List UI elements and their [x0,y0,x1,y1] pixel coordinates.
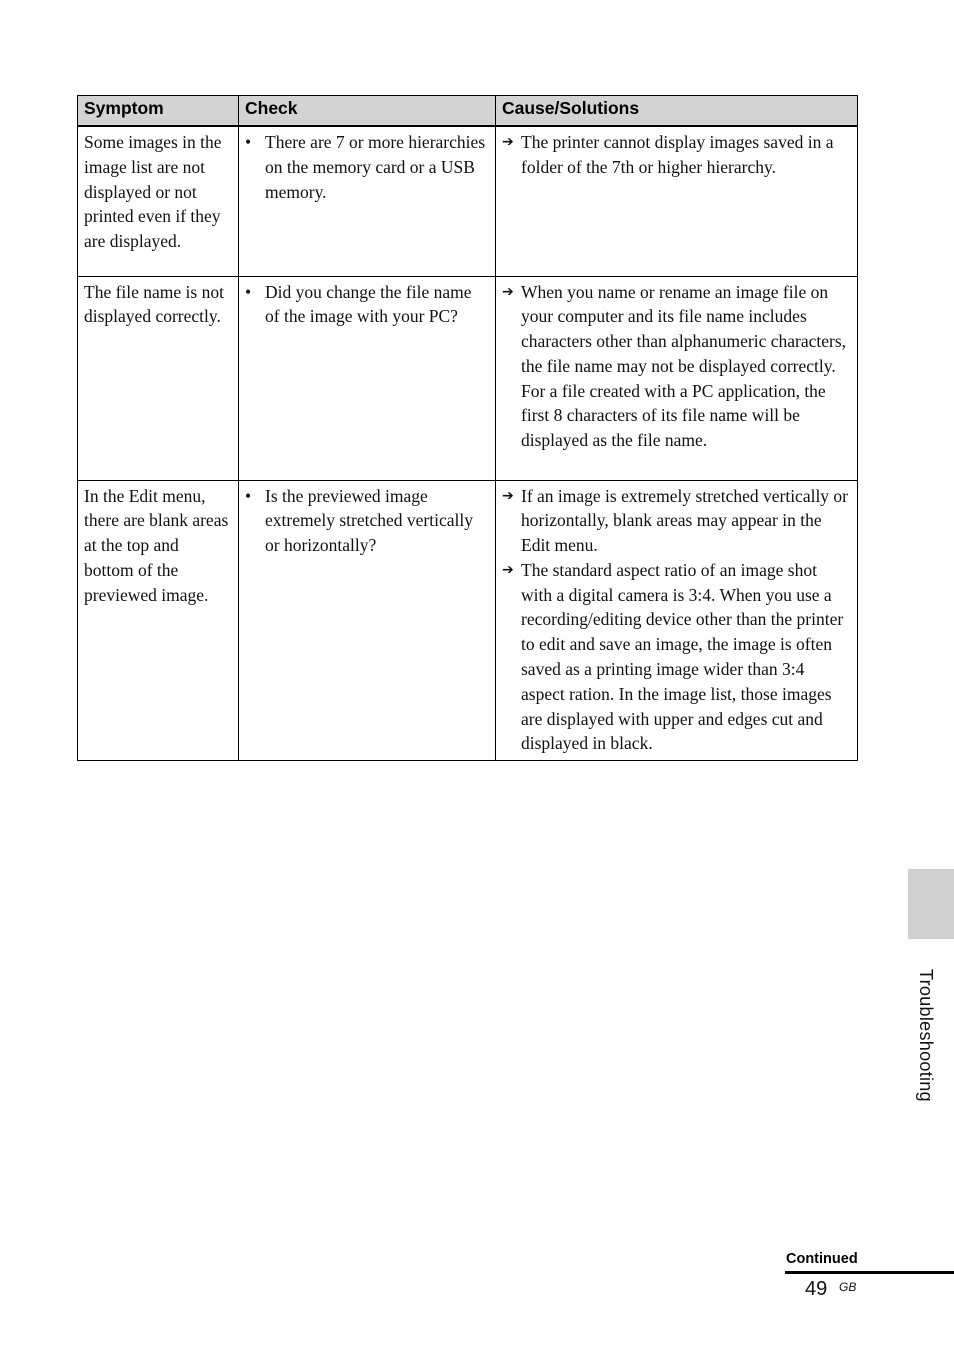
check-text: Did you change the file name of the image with your PC? [265,281,472,327]
table-row [78,480,858,760]
continued-label: Continued [786,1251,858,1267]
arrow-icon: ➔ [502,134,514,150]
symptom-cell: Some images in the image list are not displayed or not printed even if they are displayed. [78,126,239,276]
troubleshooting-table [77,95,858,761]
section-tab-marker [908,869,954,939]
bullet-mark: • [245,281,252,302]
check-cell [239,276,496,480]
solution-text: The standard aspect ratio of an image shot with a digital camera is 3:4. When you use a recording/editing device other than the printer to edit and save an image, the image is often saved as a printing image wider than 3:4 aspect ration. In the image list, those images are displayed with upper and edges cut and displayed in black. [521,559,844,754]
footer-rule [785,1271,954,1274]
arrow-icon: ➔ [502,561,514,578]
table-header-row [78,96,858,127]
bullet-mark: • [245,132,252,152]
bullet-mark: • [245,485,252,506]
solution-cell [496,276,858,480]
symptom-cell: In the Edit menu, there are blank areas at the top and bottom of the previewed image. [78,480,239,760]
table-row [78,276,858,480]
solution-cell [496,126,858,276]
table-row [78,126,858,276]
check-text: Is the previewed image extremely stretched vertically or horizontally? [265,485,473,556]
header-check: Check [239,96,496,127]
check-cell [239,480,496,760]
page-suffix: GB [839,1280,857,1294]
check-text: There are 7 or more hierarchies on the memory card or a USB memory. [265,132,486,202]
header-cause-solutions: Cause/Solutions [496,96,858,127]
symptom-cell: The file name is not displayed correctly. [78,276,239,480]
solution-text: If an image is extremely stretched vertically or horizontally, blank areas may appear in the Edit menu. [521,485,849,556]
section-side-label: Troubleshooting [916,969,936,1102]
solution-cell [496,480,858,760]
page-number: 49 [805,1278,828,1300]
check-cell [239,126,496,276]
solution-text: The printer cannot display images saved in a folder of the 7th or higher hierarchy. [521,132,834,177]
arrow-icon: ➔ [502,283,514,300]
solution-text: When you name or rename an image file on your computer and its file name includes characters other than alphanumeric characters, the file name may not be displayed correctly. For a file created with a PC application, the first 8 characters of its file name will be displayed as the file name. [521,281,847,451]
header-symptom: Symptom [78,96,239,127]
arrow-icon: ➔ [502,487,514,504]
